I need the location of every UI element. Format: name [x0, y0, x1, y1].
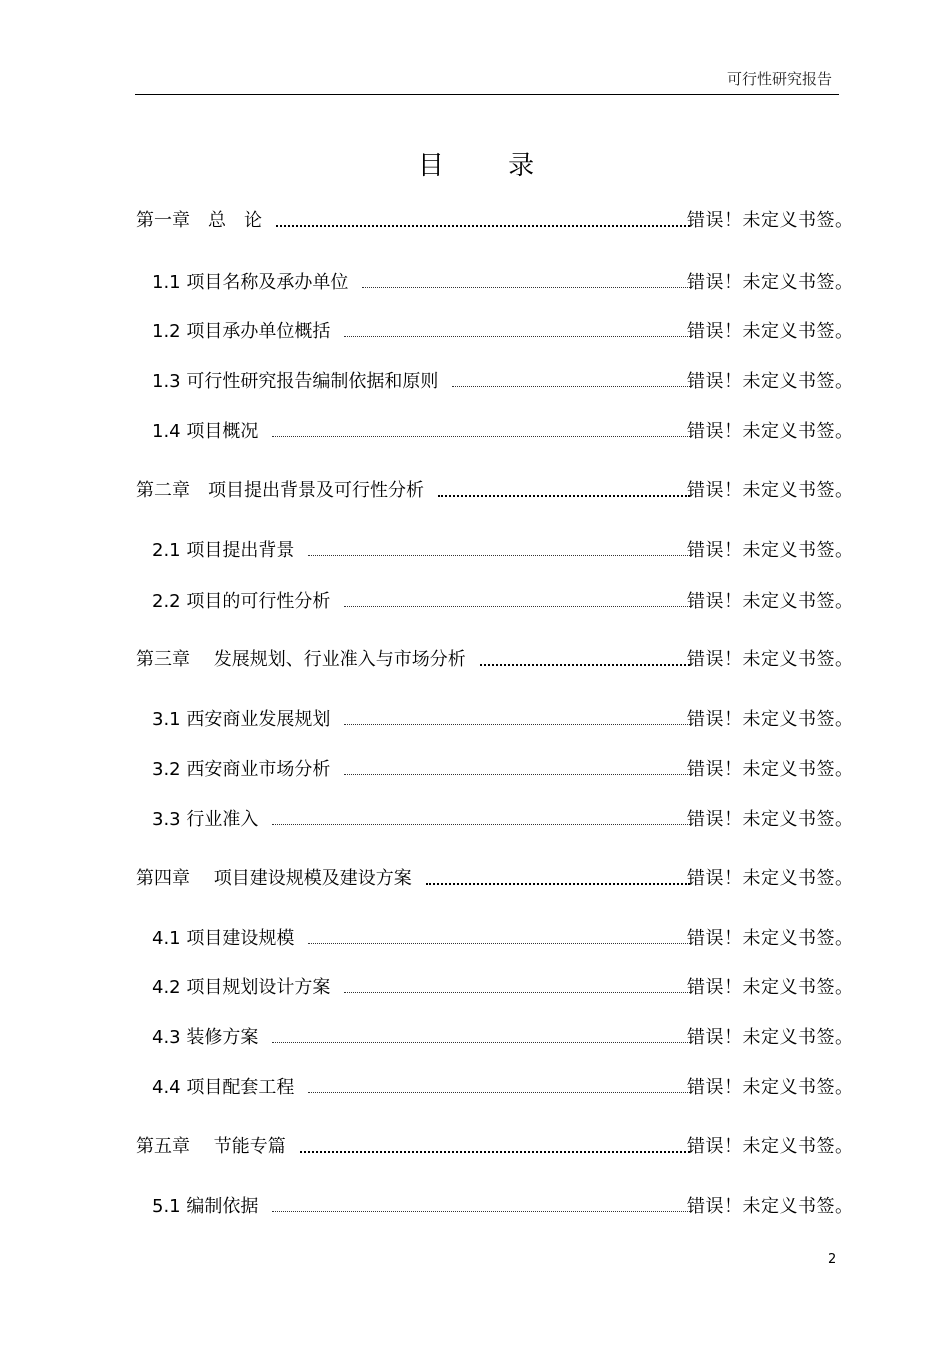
toc-dot-leader: [438, 495, 690, 497]
toc-page-reference: 错误！未定义书签。: [687, 759, 854, 780]
toc-entry[interactable]: [0, 206, 950, 236]
toc-section-label: 4.2 项目规划设计方案: [152, 973, 330, 1003]
toc-section-label: 2.1 项目提出背景: [152, 536, 294, 566]
toc-section-label: 4.1 项目建设规模: [152, 924, 294, 954]
toc-page-reference: 错误！未定义书签。: [687, 480, 854, 501]
toc-entry[interactable]: [0, 317, 950, 347]
toc-dot-leader: [362, 287, 690, 288]
toc-dot-leader: [344, 724, 690, 725]
toc-page-reference: 错误！未定义书签。: [687, 977, 854, 998]
toc-entry[interactable]: [0, 476, 950, 506]
toc-page-reference: 错误！未定义书签。: [687, 540, 854, 561]
toc-dot-leader: [308, 1092, 690, 1093]
toc-chapter-label: 第三章 发展规划、行业准入与市场分析: [136, 645, 466, 675]
toc-page-reference: 错误！未定义书签。: [687, 1136, 854, 1157]
toc-page-reference: 错误！未定义书签。: [687, 371, 854, 392]
toc-entry[interactable]: [0, 1073, 950, 1103]
toc-entry[interactable]: [0, 587, 950, 617]
toc-section-label: 1.3 可行性研究报告编制依据和原则: [152, 367, 438, 397]
toc-section-label: 5.1 编制依据: [152, 1192, 258, 1222]
toc-section-label: 1.4 项目概况: [152, 417, 258, 447]
toc-page-reference: 错误！未定义书签。: [687, 649, 854, 670]
toc-section-label: 3.2 西安商业市场分析: [152, 755, 330, 785]
toc-entry[interactable]: [0, 805, 950, 835]
toc-chapter-label: 第五章 节能专篇: [136, 1132, 286, 1162]
toc-dot-leader: [480, 664, 690, 666]
toc-page-reference: 错误！未定义书签。: [687, 591, 854, 612]
toc-title: 目 录: [417, 151, 563, 181]
toc-page-reference: 错误！未定义书签。: [687, 272, 854, 293]
toc-section-label: 2.2 项目的可行性分析: [152, 587, 330, 617]
toc-entry[interactable]: [0, 417, 950, 447]
toc-page-reference: 错误！未定义书签。: [687, 868, 854, 889]
page-number: 2: [828, 1252, 837, 1267]
document-header-title: 可行性研究报告: [726, 70, 832, 88]
toc-chapter-label: 第二章 项目提出背景及可行性分析: [136, 476, 424, 506]
toc-section-label: 3.1 西安商业发展规划: [152, 705, 330, 735]
toc-dot-leader: [272, 824, 690, 825]
toc-dot-leader: [308, 943, 690, 944]
toc-section-label: 1.1 项目名称及承办单位: [152, 268, 348, 298]
toc-entry[interactable]: [0, 1192, 950, 1222]
toc-entry[interactable]: [0, 268, 950, 298]
toc-dot-leader: [272, 1211, 690, 1212]
toc-page-reference: 错误！未定义书签。: [687, 928, 854, 949]
toc-page-reference: 错误！未定义书签。: [687, 809, 854, 830]
toc-section-label: 3.3 行业准入: [152, 805, 258, 835]
toc-entry[interactable]: [0, 367, 950, 397]
toc-dot-leader: [344, 336, 690, 337]
toc-entry[interactable]: [0, 864, 950, 894]
toc-chapter-label: 第四章 项目建设规模及建设方案: [136, 864, 412, 894]
toc-entry[interactable]: [0, 755, 950, 785]
toc-entry[interactable]: [0, 536, 950, 566]
toc-dot-leader: [276, 225, 690, 227]
toc-page-reference: 错误！未定义书签。: [687, 421, 854, 442]
toc-section-label: 4.3 装修方案: [152, 1023, 258, 1053]
toc-page-reference: 错误！未定义书签。: [687, 1077, 854, 1098]
toc-chapter-label: 第一章 总 论: [136, 206, 262, 236]
toc-entry[interactable]: [0, 1023, 950, 1053]
toc-dot-leader: [344, 774, 690, 775]
toc-dot-leader: [308, 555, 690, 556]
toc-page-reference: 错误！未定义书签。: [687, 1196, 854, 1217]
toc-entry[interactable]: [0, 924, 950, 954]
toc-entry[interactable]: [0, 645, 950, 675]
toc-page-reference: 错误！未定义书签。: [687, 709, 854, 730]
toc-page-reference: 错误！未定义书签。: [687, 321, 854, 342]
toc-dot-leader: [344, 992, 690, 993]
toc-page-reference: 错误！未定义书签。: [687, 210, 854, 231]
toc-entry[interactable]: [0, 1132, 950, 1162]
toc-dot-leader: [344, 606, 690, 607]
toc-dot-leader: [426, 883, 690, 885]
toc-section-label: 4.4 项目配套工程: [152, 1073, 294, 1103]
toc-entry[interactable]: [0, 705, 950, 735]
toc-dot-leader: [272, 1042, 690, 1043]
toc-dot-leader: [272, 436, 690, 437]
toc-page-reference: 错误！未定义书签。: [687, 1027, 854, 1048]
toc-section-label: 1.2 项目承办单位概括: [152, 317, 330, 347]
toc-dot-leader: [452, 386, 690, 387]
toc-dot-leader: [300, 1151, 690, 1153]
toc-entry[interactable]: [0, 973, 950, 1003]
